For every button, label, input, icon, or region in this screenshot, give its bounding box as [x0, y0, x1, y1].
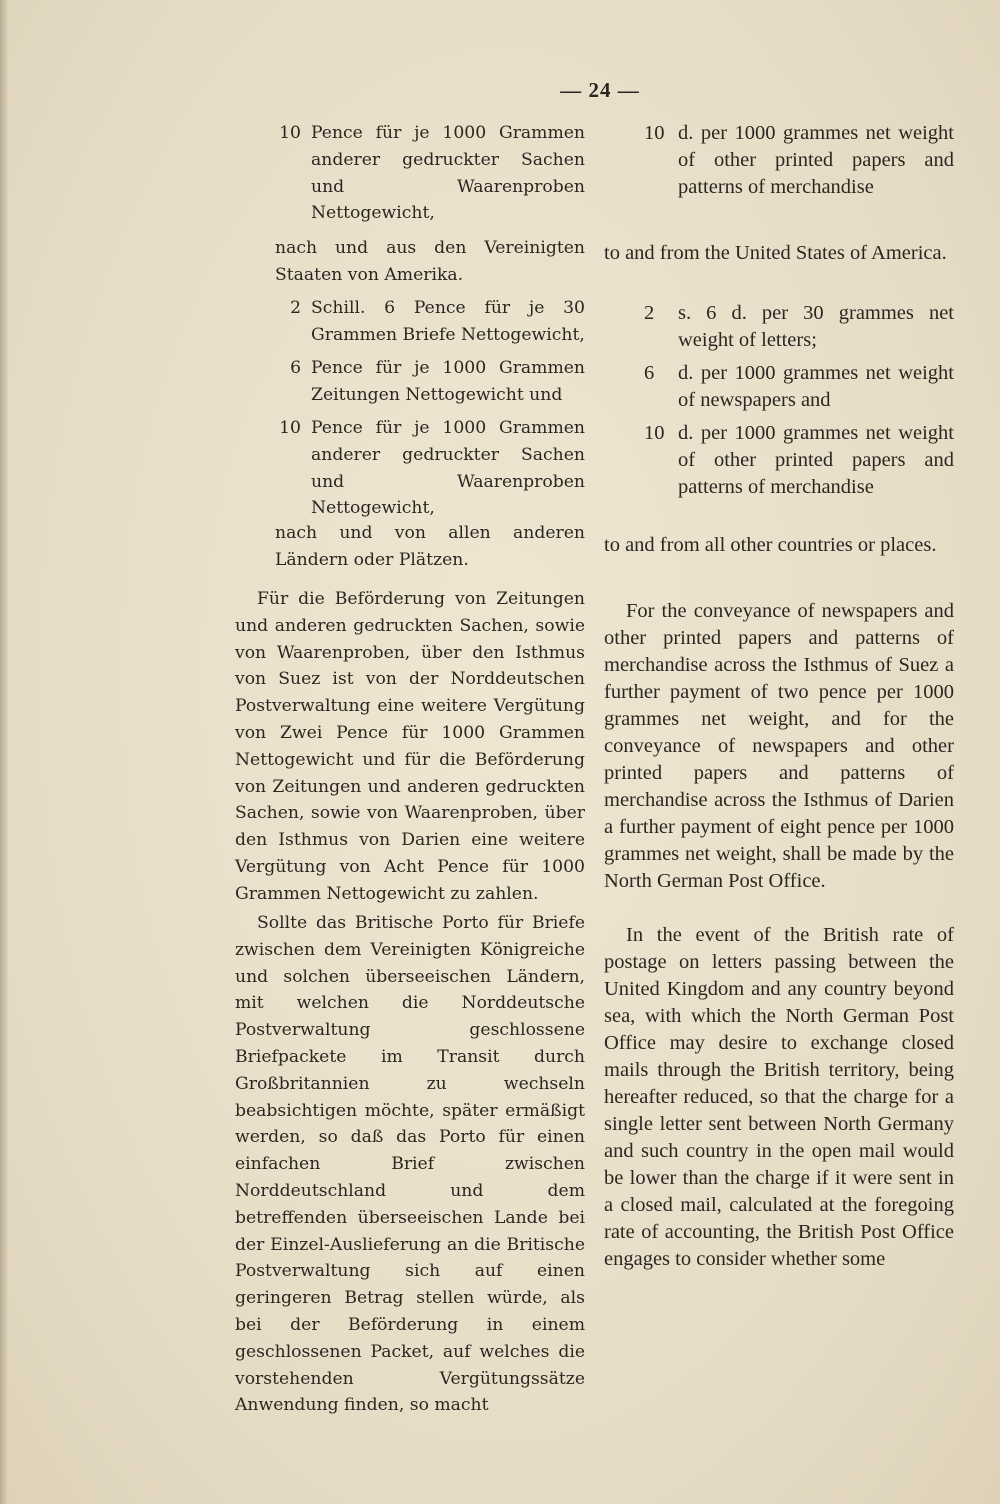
rate-entry — [235, 355, 585, 409]
rate-entry — [604, 360, 954, 414]
rate-amount: 2 — [644, 302, 655, 324]
rate-amount: 2 — [290, 298, 301, 318]
rate-amount: 6 — [290, 358, 301, 378]
rate-amount: 10 — [644, 422, 665, 444]
rate-entry — [604, 120, 954, 228]
rate-entry — [604, 300, 954, 354]
rate-entry — [235, 415, 585, 519]
rate-description: Pence für je 1000 Grammen anderer gedruckter Sachen und Waarenproben Nettogewicht, — [311, 418, 585, 519]
rate-amount: 6 — [644, 362, 655, 384]
paragraph: Sollte das Britische Porto für Briefe zwischen dem Vereinigten Königreiche und solchen überseeischen Ländern, mit welchen die Norddeutsche Postverwaltung geschlossene Briefpackete im Transit durch Großbritannien zu wechseln beabsichtigen möchte, später ermäßigt werden, so daß das Porto für einen einfachen Brief zwischen Norddeutschland und dem betreffenden überseeischen Lande bei der Einzel-Auslieferung an die Britische Postverwaltung sich auf einen geringeren Betrag stellen würde, als bei der Beförderung in einem geschlossenen Packet, auf welches die vorstehenden Vergütungssätze Anwendung finden, so macht — [235, 913, 585, 1416]
paragraph: For the conveyance of newspapers and other printed papers and patterns of merchandise across the Isthmus of Suez a further payment of two pence per 1000 grammes net weight, and for the conveyance of newspapers and other printed papers and patterns of merchandise across the Isthmus of Darien a further payment of eight pence per 1000 grammes net weight, shall be made by the North German Post Office. — [604, 600, 954, 892]
rate-amount: 10 — [279, 418, 301, 438]
destination-text: nach und von allen anderen Ländern oder Plätzen. — [275, 523, 585, 570]
rate-amount: 10 — [644, 122, 665, 144]
rate-description: Pence für je 1000 Grammen Zeitungen Nettogewicht und — [311, 358, 585, 405]
english-column — [604, 120, 954, 1273]
paragraph: In the event of the British rate of postage on letters passing between the United Kingdom and any country beyond sea, with which the North German Post Office may desire to exchange closed mails through the British territory, being hereafter reduced, so that the charge for a single letter sent between North Germany and such country in the open mail would be lower than the charge if it were sent in a closed mail, calculated at the foregoing rate of accounting, the British Post Office engages to consider whether some — [604, 924, 954, 1270]
destination-text: to and from all other countries or places. — [604, 534, 937, 556]
rate-description: Pence für je 1000 Grammen anderer gedruckter Sachen und Waarenproben Nettogewicht, — [311, 123, 585, 224]
rate-description: d. per 1000 grammes net weight of newspapers and — [678, 362, 954, 411]
rate-description: d. per 1000 grammes net weight of other printed papers and patterns of merchandise — [678, 122, 954, 198]
destination-text: to and from the United States of America. — [604, 242, 947, 264]
page-number: — 24 — — [560, 78, 640, 102]
german-column — [235, 120, 585, 1419]
paragraph: Für die Beförderung von Zeitungen und anderen gedruckten Sachen, sowie von Waarenproben, über den Isthmus von Suez ist von der Norddeutschen Postverwaltung eine weitere Vergütung von Zwei Pence für 1000 Grammen Nettogewicht und für die Beförderung von Zeitungen und anderen gedruckten Sachen, sowie von Waarenproben, über den Isthmus von Darien eine weitere Vergütung von Acht Pence für 1000 Grammen Nettogewicht zu zahlen. — [235, 589, 585, 904]
rate-entry — [235, 120, 585, 224]
rate-description: Schill. 6 Pence für je 30 Grammen Briefe Nettogewicht, — [311, 298, 585, 345]
rate-entry — [235, 295, 585, 349]
page-edge-shadow — [0, 0, 8, 1504]
rate-entry — [604, 420, 954, 528]
rate-description: d. per 1000 grammes net weight of other printed papers and patterns of merchandise — [678, 422, 954, 498]
destination-text: nach und aus den Vereinigten Staaten von Amerika. — [275, 238, 585, 285]
rate-amount: 10 — [279, 123, 301, 143]
rate-description: s. 6 d. per 30 grammes net weight of letters; — [678, 302, 954, 351]
